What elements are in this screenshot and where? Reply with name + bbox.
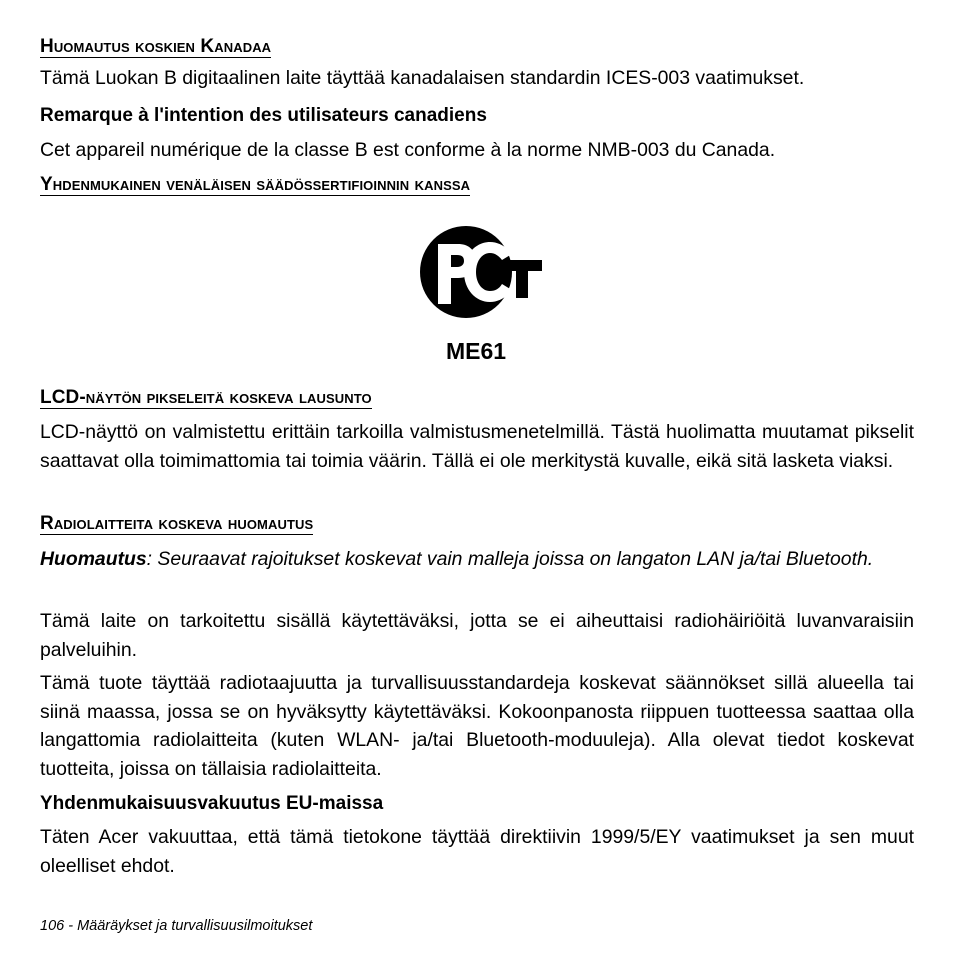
radio-heading: Radiolaitteita koskeva huomautus <box>40 513 314 534</box>
certificate-code: ME61 <box>446 338 507 364</box>
lcd-text: LCD-näyttö on valmistettu erittäin tarkoilla valmistusmenetelmillä. Tästä huolimatta muutamat pikselit saattavat olla toimimattomia tai toimia väärin. Tällä ei ole merkitystä kuvalle, eikä sitä lasketa viaksi. <box>40 421 914 472</box>
russia-heading: Yhdenmukainen venäläisen säädössertifioinnin kanssa <box>40 174 471 195</box>
page-footer: 106 - Määräykset ja turvallisuusilmoitukset <box>40 918 313 934</box>
radio-paragraph-2: Tämä tuote täyttää radiotaajuutta ja turvallisuusstandardeja koskevat säännökset sillä alueella tai siinä maassa, jossa se on hyväksytty käytettäväksi. Kokoonpanosta riippuen tuotteessa saattaa olla langattomia radiolaitteita (kuten WLAN- ja/tai Bluetooth-moduuleja). Alla olevat tiedot koskevat tuotteita, joissa on tällaisia radiolaitteita. <box>40 672 914 780</box>
canada-fr-text: Cet appareil numérique de la classe B est conforme à la norme NMB-003 du Canada. <box>40 139 776 161</box>
pct-certification-logo <box>418 224 542 320</box>
canada-fr-heading: Remarque à l'intention des utilisateurs canadiens <box>40 105 487 126</box>
lcd-heading: LCD-näytön pikseleitä koskeva lausunto <box>40 387 372 408</box>
note-text: : Seuraavat rajoitukset koskevat vain malleja joissa on langaton LAN ja/tai Bluetooth. <box>146 548 874 570</box>
note-label: Huomautus <box>40 548 147 570</box>
eu-heading: Yhdenmukaisuusvakuutus EU-maissa <box>40 793 384 814</box>
radio-note <box>40 545 914 574</box>
canada-text: Tämä Luokan B digitaalinen laite täyttää kanadalaisen standardin ICES-003 vaatimukset. <box>40 67 805 89</box>
canada-heading: Huomautus koskien Kanadaa <box>40 36 272 57</box>
eu-text: Täten Acer vakuuttaa, että tämä tietokone täyttää direktiivin 1999/5/EY vaatimukset ja sen muut oleelliset ehdot. <box>40 826 914 877</box>
radio-paragraph-1: Tämä laite on tarkoitettu sisällä käytettäväksi, jotta se ei aiheuttaisi radiohäiriöitä luvanvaraisiin palveluihin. <box>40 610 914 661</box>
